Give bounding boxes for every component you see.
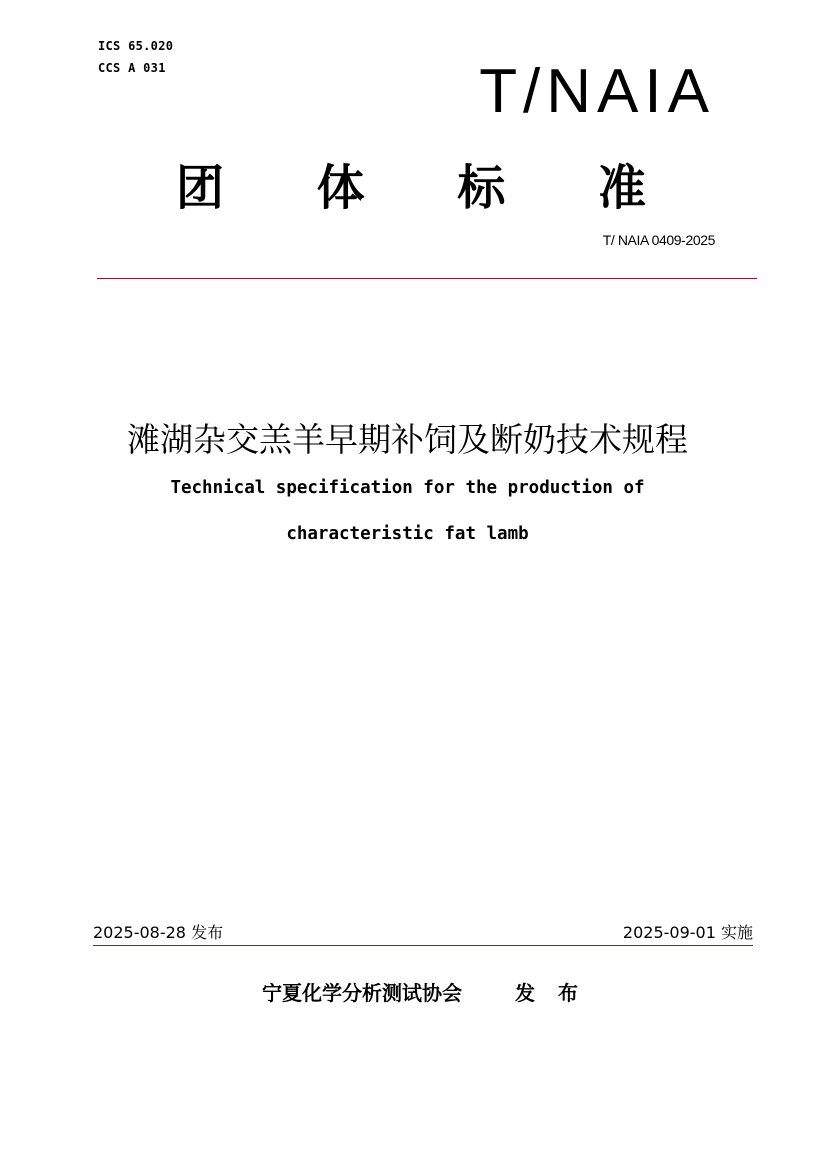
issue-date: 2025-08-28 发布 bbox=[93, 923, 224, 942]
standard-type bbox=[176, 158, 646, 218]
ccs-code: CCS A 031 bbox=[98, 61, 166, 75]
footer-divider bbox=[93, 945, 753, 946]
standard-type-char: 标 bbox=[457, 160, 506, 216]
standard-type-char: 体 bbox=[316, 160, 365, 216]
title-english-line2: characteristic fat lamb bbox=[286, 524, 529, 544]
header-divider bbox=[97, 278, 757, 279]
publish-label: 发 布 bbox=[515, 981, 586, 1005]
standard-type-char: 团 bbox=[176, 160, 225, 216]
title-chinese: 滩湖杂交羔羊早期补饲及断奶技术规程 bbox=[127, 420, 688, 459]
title-english-line1: Technical specification for the production of bbox=[170, 478, 645, 498]
standard-type-char: 准 bbox=[597, 160, 646, 216]
implementation-date: 2025-09-01 实施 bbox=[622, 923, 753, 942]
standard-number: T/ NAIA 0409-2025 bbox=[602, 232, 715, 248]
publisher-name: 宁夏化学分析测试协会 bbox=[262, 981, 462, 1005]
ics-code: ICS 65.020 bbox=[98, 39, 174, 53]
standard-code: T/NAIA bbox=[479, 57, 715, 126]
